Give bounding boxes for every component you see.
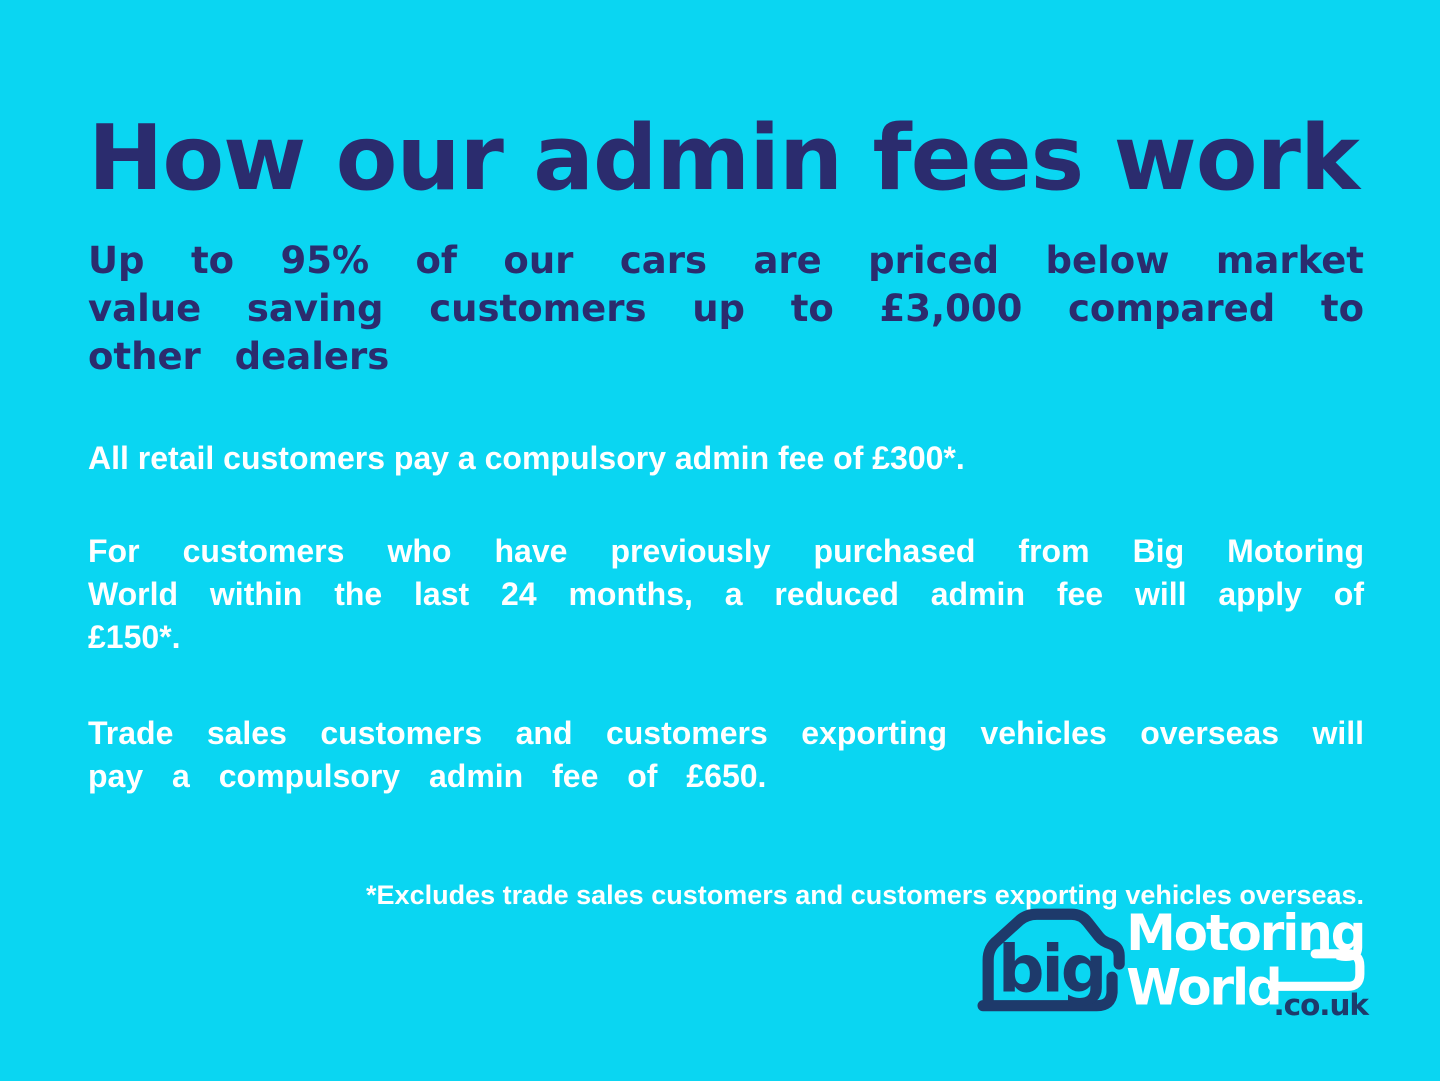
content-area (88, 0, 1364, 911)
logo-motoring-label: Motoring (1126, 903, 1365, 962)
subtitle: Up to 95% of our cars are priced below market value saving customers up to £3,000 compared to other dealers (88, 238, 1364, 378)
returning-customer-fee-paragraph: For customers who have previously purchased from Big Motoring World within the last 24 months, a reduced admin fee will apply of £150*. (88, 532, 1364, 656)
retail-fee-paragraph: All retail customers pay a compulsory admin fee of £300*. (88, 439, 965, 476)
trade-export-fee-paragraph: Trade sales customers and customers exporting vehicles overseas will pay a compulsory admin fee of £650. (88, 714, 1364, 794)
footnote: *Excludes trade sales customers and customers exporting vehicles overseas. (366, 879, 1364, 910)
page-title: How our admin fees work (88, 106, 1359, 211)
big-motoring-world-logo (978, 903, 1370, 1023)
big-motoring-world-logo-svg (978, 903, 1370, 1023)
logo-domain-label: .co.uk (1273, 987, 1368, 1022)
logo-big-label: big (998, 932, 1105, 1008)
logo-world-label: World (1126, 958, 1281, 1017)
